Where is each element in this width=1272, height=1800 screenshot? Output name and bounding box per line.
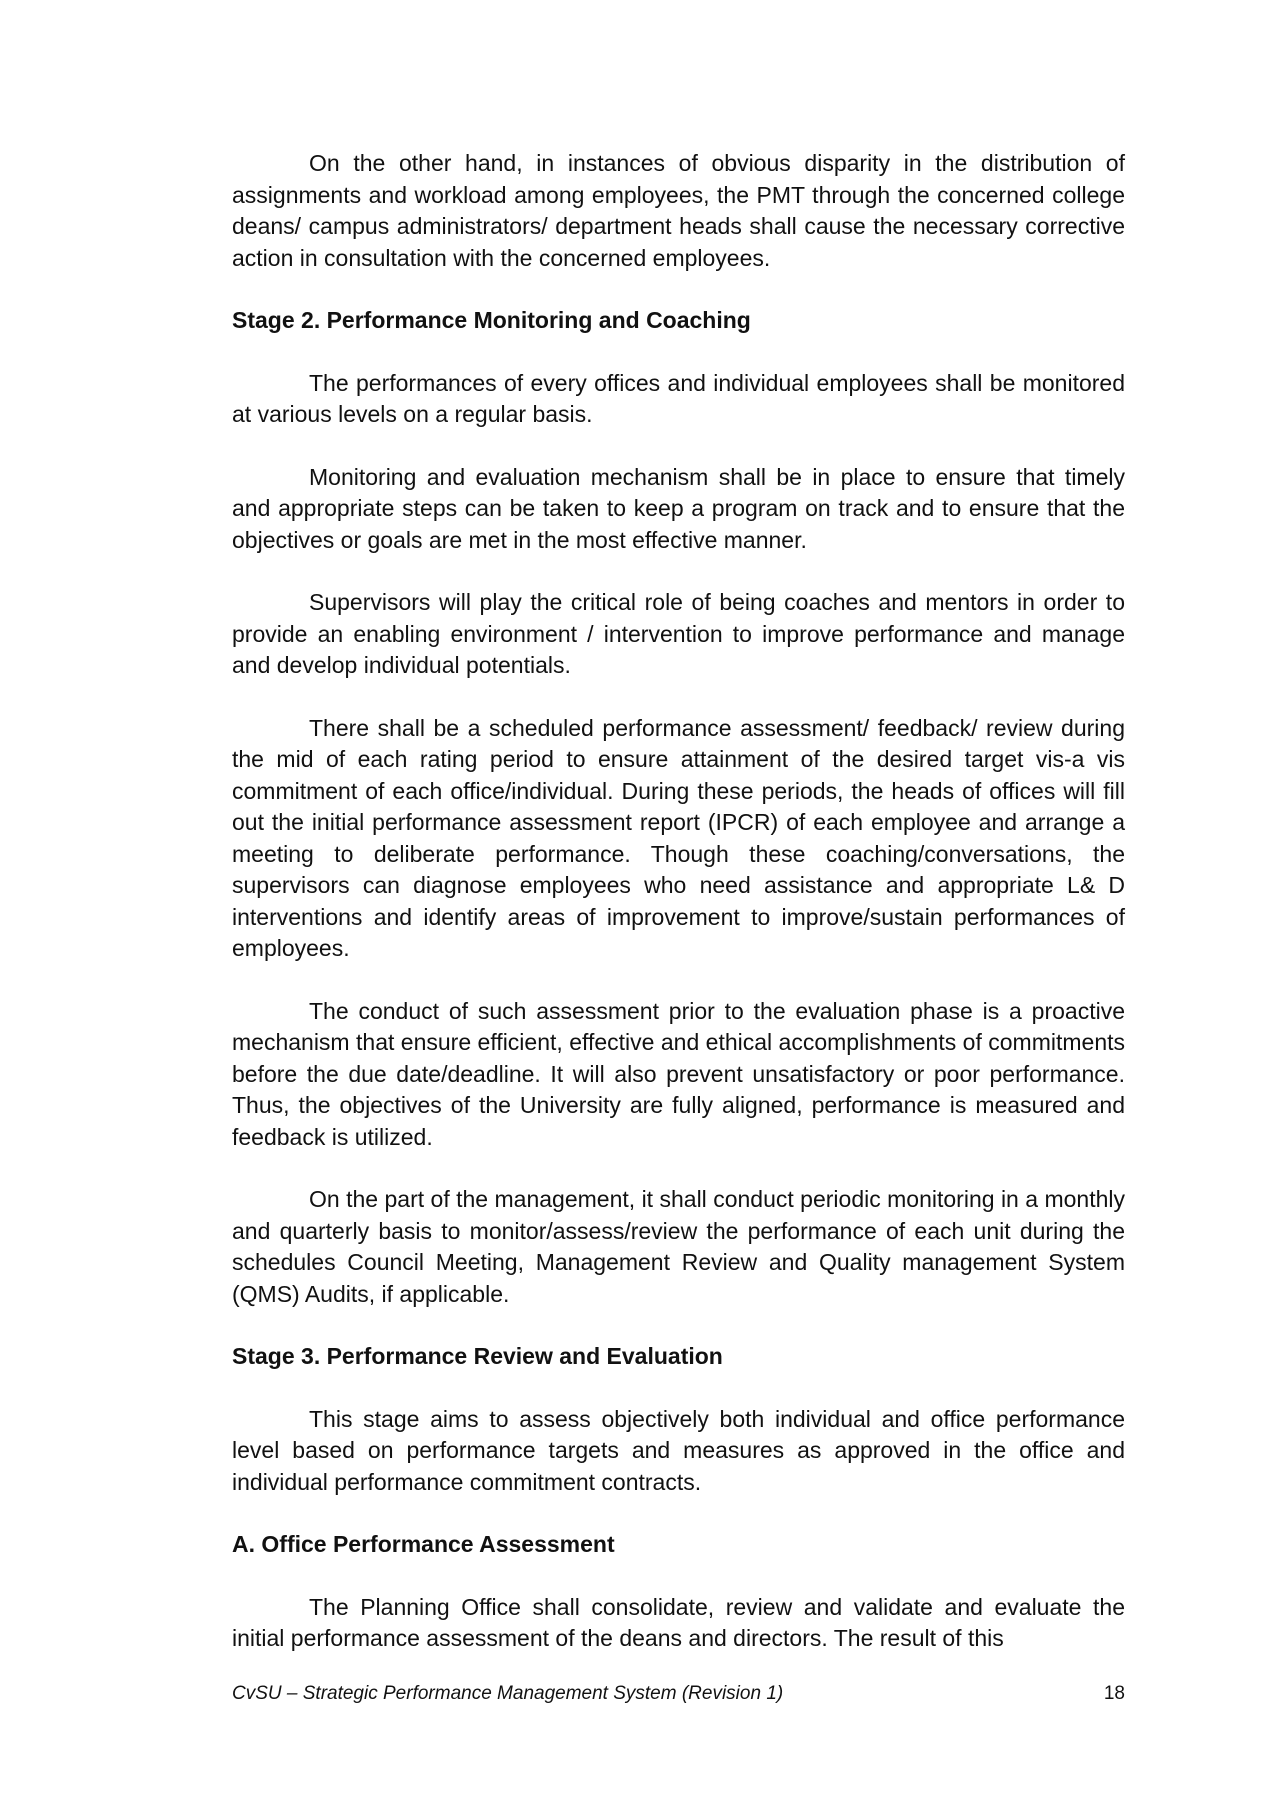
paragraph-scheduled-assessment: There shall be a scheduled performance assessment/ feedback/ review during the mid of each rating period to ensure attainment of the desired target vis-a vis commitment of each office/individual. During these periods, the heads of offices will fill out the initial performance assessment report (IPCR) of each employee and arrange a meeting to deliberate performance. Though these coaching/conversations, the supervisors can diagnose employees who need assistance and appropriate L& D interventions and identify areas of improvement to improve/sustain performances of employees.	[232, 714, 1125, 961]
paragraph-proactive-mechanism: The conduct of such assessment prior to the evaluation phase is a proactive mechanism that ensure efficient, effective and ethical accomplishments of commitments before the due date/deadline. It will also prevent unsatisfactory or poor performance. Thus, the objectives of the University are fully aligned, performance is measured and feedback is utilized.	[232, 997, 1125, 1150]
paragraph-planning-office: The Planning Office shall consolidate, review and validate and evaluate the initial performance assessment of the deans and directors. The result of this	[232, 1593, 1125, 1651]
paragraph-supervisors-role: Supervisors will play the critical role of being coaches and mentors in order to provide an enabling environment / intervention to improve performance and manage and develop individual potentials.	[232, 589, 1125, 678]
document-body	[232, 148, 1125, 1686]
paragraph-workload-disparity: On the other hand, in instances of obvious disparity in the distribution of assignments and workload among employees, the PMT through the concerned college deans/ campus administrators/ department heads shall cause the necessary corrective action in consultation with the concerned employees.	[232, 150, 1125, 271]
footer-document-title: CvSU – Strategic Performance Management System (Revision 1)	[232, 1683, 784, 1704]
heading-stage-2: Stage 2. Performance Monitoring and Coaching	[232, 307, 751, 333]
heading-stage-3: Stage 3. Performance Review and Evaluation	[232, 1343, 723, 1369]
heading-office-performance-assessment: A. Office Performance Assessment	[232, 1531, 615, 1557]
paragraph-stage-3-aim: This stage aims to assess objectively both individual and office performance level based on performance targets and measures as approved in the office and individual performance commitment contracts.	[232, 1405, 1125, 1495]
paragraph-management-monitoring: On the part of the management, it shall conduct periodic monitoring in a monthly and quarterly basis to monitor/assess/review the performance of each unit during the schedules Council Meeting, Management Review and Quality management System (QMS) Audits, if applicable.	[232, 1186, 1125, 1307]
page-number: 18	[1103, 1683, 1125, 1704]
paragraph-monitoring-levels: The performances of every offices and individual employees shall be monitored at various levels on a regular basis.	[232, 369, 1125, 427]
paragraph-monitoring-mechanism: Monitoring and evaluation mechanism shall be in place to ensure that timely and appropriate steps can be taken to keep a program on track and to ensure that the objectives or goals are met in the most effective manner.	[232, 463, 1125, 553]
